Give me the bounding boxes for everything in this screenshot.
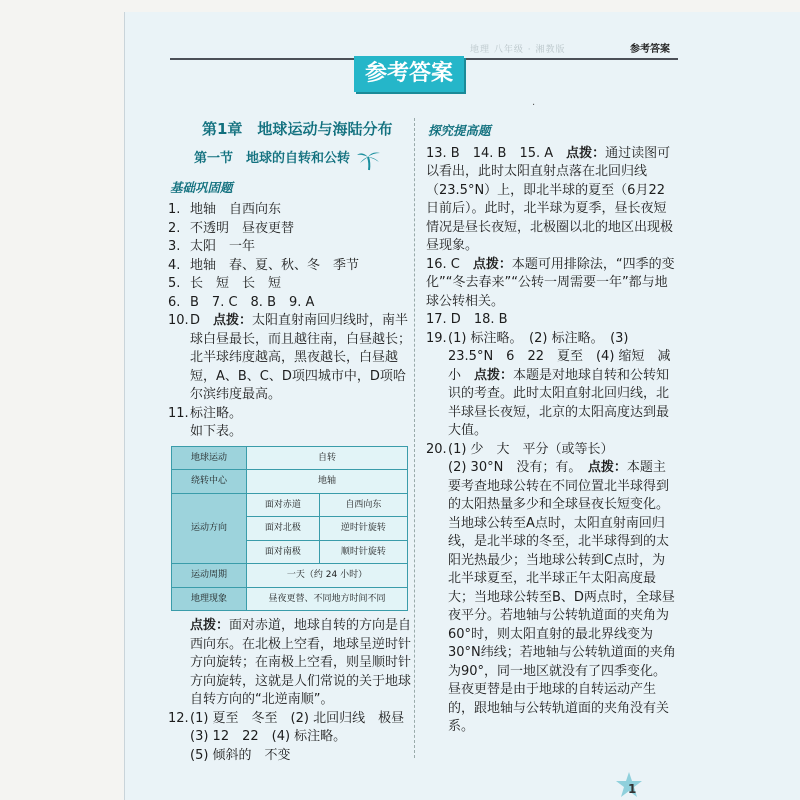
- hint-text: 本题是对地球自转和公转知识的考查。此时太阳直射北回归线，北半球昼长夜短，北京的太阳高度达到最大值。: [448, 367, 670, 438]
- answer-text: 不透明 昼夜更替: [190, 220, 295, 236]
- section-title-text: 第一节 地球的自转和公转: [194, 151, 351, 167]
- answer-num: 10.: [168, 313, 189, 328]
- table-cell: 地理现象: [172, 587, 247, 611]
- table-cell: 绕转中心: [172, 470, 247, 494]
- table-cell: 一天（约 24 小时）: [247, 564, 408, 588]
- basic-heading: 基础巩固题: [170, 179, 233, 195]
- answer-6-9: [168, 294, 416, 313]
- dot-mark: ·: [532, 100, 536, 111]
- earth-rotation-table: [171, 446, 408, 612]
- hint-label: 点拨：: [566, 145, 606, 161]
- answer-17-18: 17. D 18. B: [426, 312, 508, 327]
- answer-3: [168, 238, 416, 257]
- left-column: [168, 120, 416, 765]
- table-row: [172, 493, 408, 517]
- table-cell: 面对北极: [247, 517, 320, 541]
- hint-text: 太阳直射南回归线时，南半球白昼最长，而且越往南，白昼越长；北半球纬度越高，黑夜越长，白昼越短，A、B、C、D项四城市中，D项哈尔滨纬度最高。: [190, 313, 412, 402]
- answer-num: 5.: [168, 276, 181, 291]
- answer-4: [168, 257, 416, 276]
- answer-choice: D: [190, 313, 214, 328]
- answer-choice: 13. B 14. B 15. A: [426, 145, 567, 161]
- answer-text: 地轴 自西向东: [190, 202, 282, 217]
- table-cell: 运动周期: [172, 564, 247, 588]
- answer-text: B 7. C 8. B 9. A: [190, 294, 315, 310]
- table-row: [172, 470, 408, 494]
- answer-11-line2: 如下表。: [190, 424, 243, 439]
- answer-title: 参考答案: [354, 56, 464, 92]
- explore-heading: 探究提高题: [428, 123, 491, 138]
- answer-text: [190, 312, 416, 405]
- table-cell: 昼夜更替、不同地方时间不同: [247, 587, 408, 611]
- answer-text: 太阳 一年: [190, 239, 256, 254]
- hint-text: 本题主要考查地球公转在不同位置北半球得到的太阳热量多少和全球昼夜长短变化。当地球公转至A点时，太阳直射南回归线，是北半球的冬至，北半球得到的太阳光热最少；当地球公转到C点时，为北半球夏至，北半球正午太阳高度最大；当地球公转至B、D两点时，全球昼夜平分。若地轴与公转轨道面的夹角为60°时，则太阳直射的最北界线变为30°N纬线；若地轴与公转轨道面的夹角为90°，同一地区就没有了四季变化。昼夜更替是由于地球的自转运动产生的，跟地轴与公转轨道面的夹角没有关系。: [448, 460, 676, 734]
- answer-num: 2.: [168, 220, 181, 236]
- table-cell: 逆时针旋转: [319, 517, 407, 541]
- answer-12-line2: (5) 倾斜的 不变: [190, 747, 291, 763]
- table-cell: 面对南极: [247, 540, 320, 564]
- hint-label: 点拨：: [474, 367, 514, 383]
- hint-text: 面对赤道，地球自转的方向是自西向东。在北极上空看，地球呈逆时针方向旋转；在南极上空看，则呈顺时针方向旋转，这就是人们常说的关于地球自转方向的“北逆南顺”。: [190, 618, 412, 707]
- table-row: [172, 446, 408, 470]
- answer-text: 地轴 春、夏、秋、冬 季节: [190, 257, 360, 273]
- answer-1: [168, 201, 416, 220]
- table-cell: 面对赤道: [247, 493, 320, 517]
- answer-13-15: [426, 145, 676, 256]
- answer-text: [448, 330, 676, 441]
- table-cell: 顺时针旋转: [319, 540, 407, 564]
- table-row: [172, 564, 408, 588]
- answer-num: 1.: [168, 202, 181, 217]
- table-cell: 自西向东: [319, 493, 407, 517]
- answer-choice: (1) 少 大 平分（或等长）: [448, 441, 614, 457]
- answer-text: 长 短 长 短: [190, 276, 282, 291]
- answer-choice: (2) 30°N 没有；有。: [448, 460, 588, 475]
- table-hint: [168, 617, 416, 710]
- page-number: 1: [628, 782, 637, 796]
- right-column: [426, 120, 676, 737]
- answer-num: 12.: [168, 710, 189, 726]
- answer-num: 20.: [426, 441, 447, 457]
- answer-2: [168, 220, 416, 239]
- answer-text: [448, 441, 676, 737]
- table-row: [172, 587, 408, 611]
- answer-19: [426, 330, 676, 441]
- hint-label: 点拨：: [587, 460, 627, 475]
- answer-text: 标注略。: [190, 405, 243, 421]
- answer-num: 4.: [168, 257, 181, 273]
- section-title: [194, 149, 416, 171]
- answer-choice: 16. C: [426, 256, 473, 272]
- table-cell: 地球运动: [172, 446, 247, 470]
- answer-10: [168, 312, 416, 405]
- table-cell: 运动方向: [172, 493, 247, 564]
- hint-label: 点拨：: [213, 313, 253, 328]
- answer-12: [168, 710, 416, 747]
- answer-num: 6.: [168, 294, 181, 310]
- answer-11: [168, 405, 416, 424]
- hint-label: 点拨：: [472, 256, 512, 272]
- hint-text: 本题可用排除法，“四季的变化”“冬去春来”“公转一周需要一年”都与地球公转相关。: [426, 256, 675, 309]
- answer-16: [426, 256, 676, 312]
- hint-label: 点拨：: [190, 618, 230, 633]
- hint-text: 通过读图可以看出，此时太阳直射点落在北回归线（23.5°N）上，即北半球的夏至（6月22日前后）。此时，北半球为夏季，昼长夜短情况是昼长夜短，北极圈以北的地区出现极昼现象。: [426, 145, 674, 253]
- answer-num: 11.: [168, 405, 189, 421]
- answer-20: [426, 441, 676, 737]
- answer-num: 19.: [426, 330, 447, 346]
- chapter-title: 第1章 地球运动与海陆分布: [202, 120, 393, 138]
- table-cell: 地轴: [247, 470, 408, 494]
- answer-text: (1) 夏至 冬至 (2) 北回归线 极昼 (3) 12 22 (4) 标注略。: [190, 710, 418, 744]
- answer-num: 3.: [168, 239, 181, 254]
- answer-choice: (1) 标注略。 (2) 标注略。 (3) 23.5°N 6 22 夏至 (4) 缩短 减小: [448, 330, 671, 383]
- table-cell: 自转: [247, 446, 408, 470]
- palm-tree-icon: [356, 149, 382, 171]
- faded-header-text: 地理 八年级 · 湘教版: [470, 45, 566, 55]
- running-title: 参考答案: [630, 44, 670, 55]
- answer-5: [168, 275, 416, 294]
